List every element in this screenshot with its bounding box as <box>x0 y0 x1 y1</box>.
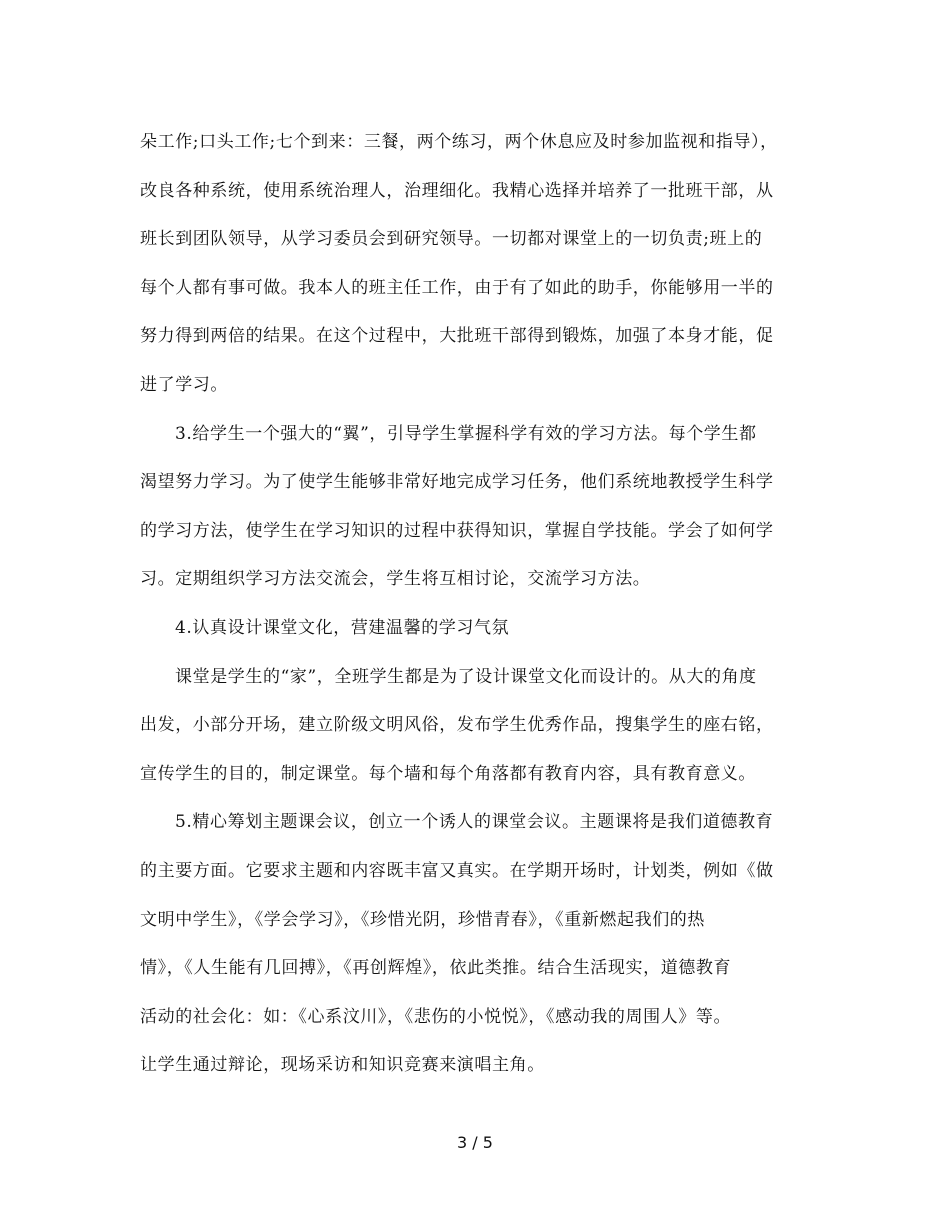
paragraph-line: 活动的社会化：如：《心系汶川》，《悲伤的小悦悦》，《感动我的周围人》等。 <box>140 1006 732 1027</box>
paragraph-line: 文明中学生》，《学会学习》，《珍惜光阴，珍惜青春》，《重新燃起我们的热 <box>140 909 705 930</box>
paragraph-line: 的学习方法，使学生在学习知识的过程中获得知识，掌握自学技能。学会了如何学 <box>140 520 774 541</box>
paragraph-line: 宣传学生的目的，制定课堂。每个墙和每个角落都有教育内容，具有教育意义。 <box>140 763 756 784</box>
paragraph-line: 情》，《人生能有几回搏》，《再创辉煌》，依此类推。结合生活现实，道德教育 <box>140 958 732 979</box>
paragraph-line: 每个人都有事可做。我本人的班主任工作，由于有了如此的助手，你能够用一半的 <box>140 277 774 298</box>
document-body <box>140 126 820 1098</box>
paragraph-line: 进了学习。 <box>140 374 228 395</box>
paragraph-line-indented: 5.精心筹划主题课会议，创立一个诱人的课堂会议。主题课将是我们道德教育 <box>175 812 774 833</box>
paragraph-line: 习。定期组织学习方法交流会，学生将互相讨论，交流学习方法。 <box>140 569 651 590</box>
paragraph-line: 出发，小部分开场，建立阶级文明风俗，发布学生优秀作品，搜集学生的座右铭， <box>140 715 774 736</box>
paragraph-line: 努力得到两倍的结果。在这个过程中，大批班干部得到锻炼，加强了本身才能，促 <box>140 326 774 347</box>
paragraph-line: 班长到团队领导，从学习委员会到研究领导。一切都对课堂上的一切负责;班上的 <box>140 229 763 250</box>
paragraph-line: 改良各种系统，使用系统治理人，治理细化。我精心选择并培养了一批班干部，从 <box>140 180 774 201</box>
paragraph-line-indented: 3.给学生一个强大的“翼”，引导学生掌握科学有效的学习方法。每个学生都 <box>175 423 757 444</box>
section-heading: 4.认真设计课堂文化，营建温馨的学习气氛 <box>175 617 510 638</box>
paragraph-line: 让学生通过辩论，现场采访和知识竞赛来演唱主角。 <box>140 1055 545 1076</box>
paragraph-line-indented: 课堂是学生的“家”，全班学生都是为了设计课堂文化而设计的。从大的角度 <box>175 666 757 687</box>
paragraph-line: 渴望努力学习。为了使学生能够非常好地完成学习任务，他们系统地教授学生科学 <box>140 472 774 493</box>
page-number: 3 / 5 <box>457 1133 493 1152</box>
paragraph-line: 的主要方面。它要求主题和内容既丰富又真实。在学期开场时，计划类，例如《做 <box>140 860 774 881</box>
paragraph-line: 朵工作;口头工作;七个到来：三餐，两个练习，两个休息应及时参加监视和指导）， <box>140 132 778 152</box>
